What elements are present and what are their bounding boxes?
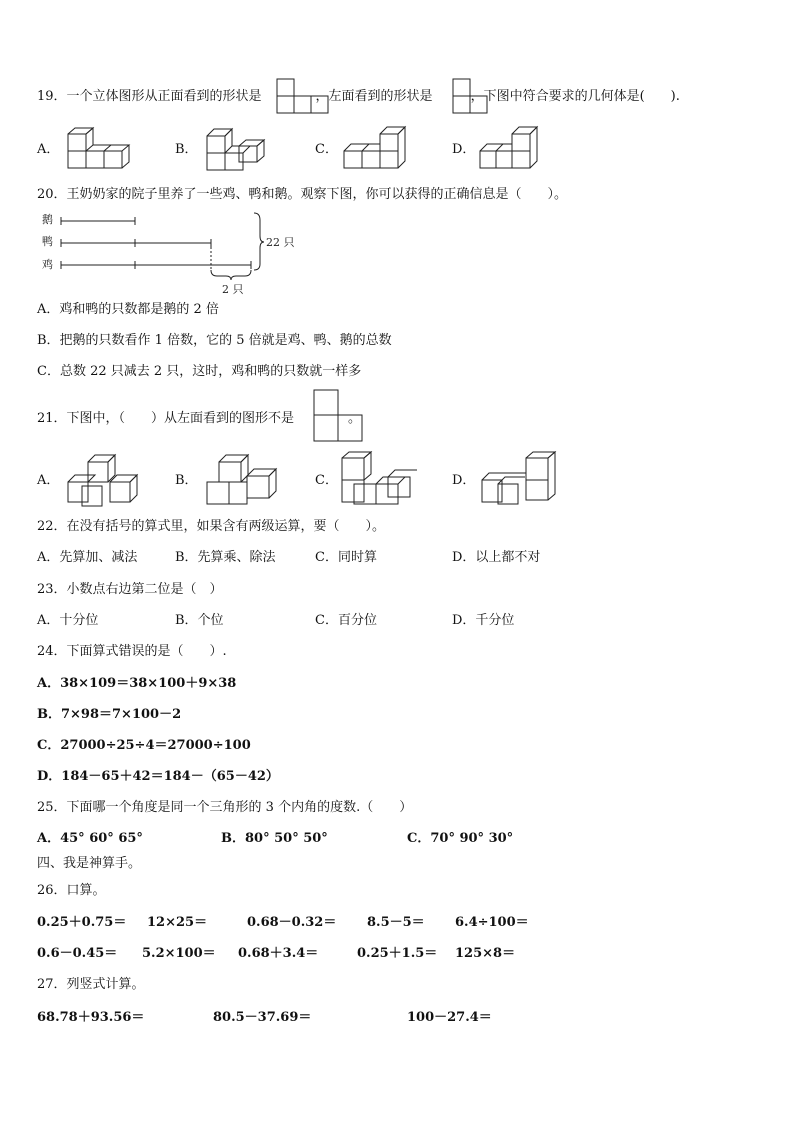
q22-stem: 22．在没有括号的算式里，如果含有两级运算，要（ ）。: [37, 519, 386, 534]
q21-option-a[interactable]: A．: [37, 473, 60, 488]
q22-option-b[interactable]: B．先算乘、除法: [175, 550, 276, 565]
q21-text-a: 21．下图中，（ ）从左面看到的图形不是: [37, 411, 295, 426]
q21-option-c[interactable]: C．: [315, 473, 338, 488]
q21-option-b[interactable]: B．: [175, 473, 198, 488]
q26-item: 5.2×100＝: [142, 946, 216, 961]
q25-option-a[interactable]: A．45° 60° 65°: [37, 831, 143, 846]
q25-option-b[interactable]: B．80° 50° 50°: [221, 831, 328, 846]
q27-item: 80.5－37.69＝: [213, 1010, 312, 1025]
q22-option-a[interactable]: A．先算加、减法: [37, 550, 138, 565]
q22-option-c[interactable]: C．同时算: [315, 550, 377, 565]
q26-item: 6.4÷100＝: [455, 915, 529, 930]
q25-stem: 25．下面哪一个角度是同一个三角形的 3 个内角的度数.（ ）: [37, 800, 413, 815]
q23-option-a[interactable]: A．十分位: [37, 613, 99, 628]
q27-item: 68.78＋93.56＝: [37, 1010, 145, 1025]
q20-total-label: 22 只: [266, 236, 295, 249]
q20-option-c[interactable]: C．总数 22 只减去 2 只，这时，鸡和鸭的只数就一样多: [37, 364, 362, 379]
q21-figure-a: [66, 452, 142, 508]
q22-option-d[interactable]: D．以上都不对: [452, 550, 541, 565]
q26-item: 0.6－0.45＝: [37, 946, 118, 961]
q21-text-b: 。: [348, 411, 362, 426]
q20-diff-label: 2 只: [222, 283, 244, 296]
q19-option-d[interactable]: D．: [452, 142, 476, 157]
q19-text-a: 19．一个立体图形从正面看到的形状是: [37, 89, 262, 104]
q24-option-a[interactable]: A．38×109＝38×100＋9×38: [37, 676, 237, 691]
q19-stem: [37, 88, 680, 106]
q21-figure-d: [480, 450, 560, 508]
q26-item: 125×8＝: [455, 946, 516, 961]
q26-item: 8.5－5＝: [367, 915, 425, 930]
q21-left-view-figure: [313, 386, 365, 444]
q24-stem: 24．下面算式错误的是（ ）.: [37, 644, 227, 659]
q23-option-b[interactable]: B．个位: [175, 613, 224, 628]
q26-item: 0.25＋0.75＝: [37, 915, 127, 930]
q19-option-c[interactable]: C．: [315, 142, 338, 157]
q20-label-goose: 鹅: [42, 213, 53, 226]
q25-option-c[interactable]: C．70° 90° 30°: [407, 831, 514, 846]
q27-stem: 27．列竖式计算。: [37, 977, 145, 992]
q19-option-b[interactable]: B．: [175, 142, 198, 157]
q21-option-d[interactable]: D．: [452, 473, 476, 488]
q26-item: 0.68－0.32＝: [247, 915, 337, 930]
q19-front-view-figure: [276, 78, 330, 114]
q20-label-duck: 鸭: [42, 235, 53, 248]
q19-text-c: ，下图中符合要求的几何体是( ).: [470, 89, 680, 104]
q23-stem: 23．小数点右边第二位是（ ）: [37, 582, 223, 597]
q23-option-c[interactable]: C．百分位: [315, 613, 377, 628]
q26-item: 0.25＋1.5＝: [357, 946, 438, 961]
q27-item: 100－27.4＝: [407, 1010, 492, 1025]
q20-line-diagram: [40, 208, 310, 296]
q19-figure-a: [66, 126, 136, 170]
q26-item: 12×25＝: [147, 915, 208, 930]
q19-figure-d: [478, 124, 548, 172]
q26-stem: 26．口算。: [37, 883, 106, 898]
q19-text-b: ，左面看到的形状是: [315, 89, 433, 104]
q19-option-a[interactable]: A．: [37, 142, 60, 157]
q19-figure-b: [205, 126, 275, 172]
q20-label-chicken: 鸡: [42, 258, 53, 271]
q19-figure-c: [342, 124, 412, 172]
q20-stem: 20．王奶奶家的院子里养了一些鸡、鸭和鹅。观察下图，你可以获得的正确信息是（ ）。: [37, 187, 568, 202]
q24-option-c[interactable]: C．27000÷25÷4＝27000÷100: [37, 738, 251, 753]
q26-item: 0.68＋3.4＝: [238, 946, 319, 961]
q23-option-d[interactable]: D．千分位: [452, 613, 515, 628]
q20-option-b[interactable]: B．把鹅的只数看作 1 倍数，它的 5 倍就是鸡、鸭、鹅的总数: [37, 333, 392, 348]
section-4-heading: 四、我是神算手。: [37, 856, 142, 871]
q21-figure-c: [340, 450, 416, 508]
q19-left-view-figure: [452, 78, 490, 114]
q24-option-d[interactable]: D．184－65＋42＝184－（65－42）: [37, 769, 279, 784]
q24-option-b[interactable]: B．7×98＝7×100－2: [37, 707, 182, 722]
q21-figure-b: [205, 452, 281, 508]
q20-option-a[interactable]: A．鸡和鸭的只数都是鹅的 2 倍: [37, 302, 219, 317]
